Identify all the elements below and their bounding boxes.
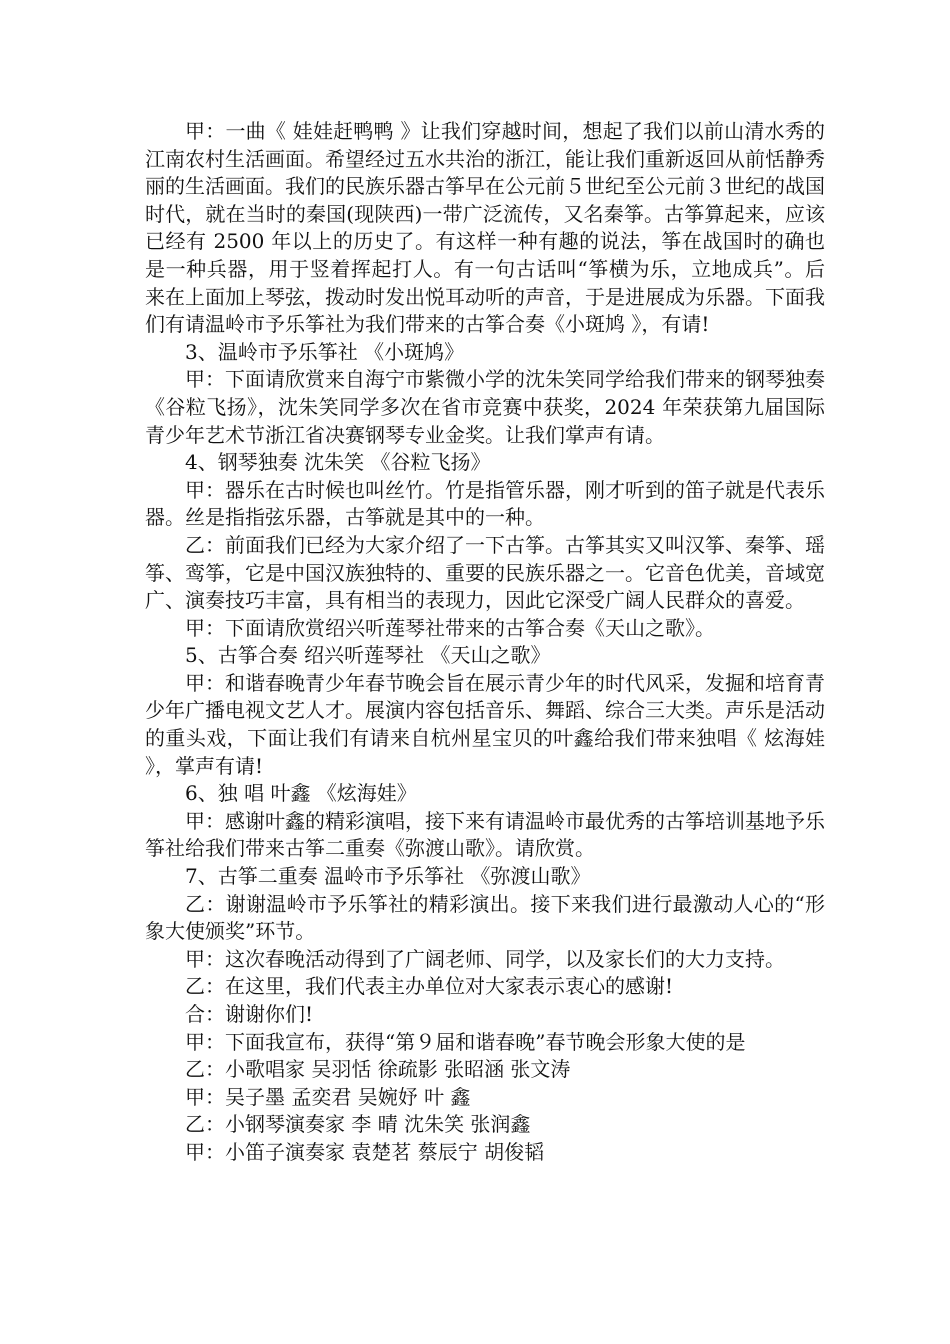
award-list-line: 甲：吴子墨 孟奕君 吴婉妤 叶 鑫 (185, 1084, 471, 1109)
award-list-line: 乙：小歌唱家 吴羽恬 徐疏影 张昭涵 张文涛 (185, 1057, 571, 1082)
paragraph: 甲：感谢叶鑫的精彩演唱，接下来有请温岭市最优秀的古筝培训基地予乐筝社给我们带来古筝二重奏《弥渡山歌》。请欣赏。 (145, 808, 825, 861)
paragraph: 甲：一曲《 娃娃赶鸭鸭 》让我们穿越时间，想起了我们以前山清水秀的江南农村生活画面。希望经过五水共治的浙江，能让我们重新返回从前恬静秀丽的生活画面。我们的民族乐器古筝早在公元前５世纪至公元前３世纪的战国时代，就在当时的秦国(现陕西)一带广泛流传，又名秦筝。古筝算起来，应该已经有 2500 年以上的历史了。有这样一种有趣的说法，筝在战国时的确也是一种兵器，用于竖着挥起打人。有一句古话叫“筝横为乐，立地成兵”。后来在上面加上琴弦，拨动时发出悦耳动听的声音，于是进展成为乐器。下面我们有请温岭市予乐筝社为我们带来的古筝合奏《小斑鸠 》，有请! (145, 119, 825, 337)
program-item: 6、独 唱 叶鑫 《炫海娃》 (185, 781, 417, 806)
program-item: 3、温岭市予乐筝社 《小斑鸠》 (185, 339, 465, 364)
paragraph: 乙：谢谢温岭市予乐筝社的精彩演出。接下来我们进行最激动人心的“形象大使颁奖”环节。 (145, 891, 825, 944)
award-list-line: 甲：小笛子演奏家 袁楚茗 蔡辰宁 胡俊韬 (185, 1139, 545, 1164)
paragraph: 甲：和谐春晚青少年春节晚会旨在展示青少年的时代风采，发掘和培育青少年广播电视文艺人才。展演内容包括音乐、舞蹈、综合三大类。声乐是活动的重头戏，下面让我们有请来自杭州星宝贝的叶鑫给我们带来独唱《 炫海娃 》，掌声有请! (145, 670, 832, 778)
paragraph: 甲：下面请欣赏来自海宁市紫微小学的沈朱笑同学给我们带来的钢琴独奏《谷粒飞扬》，沈朱笑同学多次在省市竞赛中获奖，2024 年荣获第九届国际青少年艺术节浙江省决赛钢琴专业金奖。让我们掌声有请。 (145, 367, 825, 447)
paragraph: 甲：器乐在古时候也叫丝竹。竹是指管乐器，刚才听到的笛子就是代表乐器。丝是指指弦乐器，古筝就是其中的一种。 (145, 477, 825, 530)
paragraph: 甲：这次春晚活动得到了广阔老师、同学，以及家长们的大力支持。 (185, 946, 785, 971)
program-item: 4、钢琴独奏 沈朱笑 《谷粒飞扬》 (185, 450, 491, 475)
paragraph: 甲：下面请欣赏绍兴听莲琴社带来的古筝合奏《天山之歌》。 (185, 615, 715, 640)
program-item: 5、古筝合奏 绍兴听莲琴社 《天山之歌》 (185, 643, 551, 668)
program-item: 7、古筝二重奏 温岭市予乐筝社 《弥渡山歌》 (185, 864, 591, 889)
paragraph: 乙：前面我们已经为大家介绍了一下古筝。古筝其实又叫汉筝、秦筝、瑶筝、鸾筝，它是中国汉族独特的、重要的民族乐器之一。它音色优美，音域宽广、演奏技巧丰富，具有相当的表现力，因此它深受广阔人民群众的喜爱。 (145, 532, 825, 613)
award-list-line: 乙：小钢琴演奏家 李 晴 沈朱笑 张润鑫 (185, 1112, 531, 1137)
paragraph: 甲：下面我宣布，获得“第９届和谐春晚”春节晚会形象大使的是 (185, 1029, 746, 1054)
paragraph: 合：谢谢你们! (185, 1002, 314, 1026)
document-body (145, 118, 832, 1167)
paragraph: 乙：在这里，我们代表主办单位对大家表示衷心的感谢! (185, 974, 674, 999)
